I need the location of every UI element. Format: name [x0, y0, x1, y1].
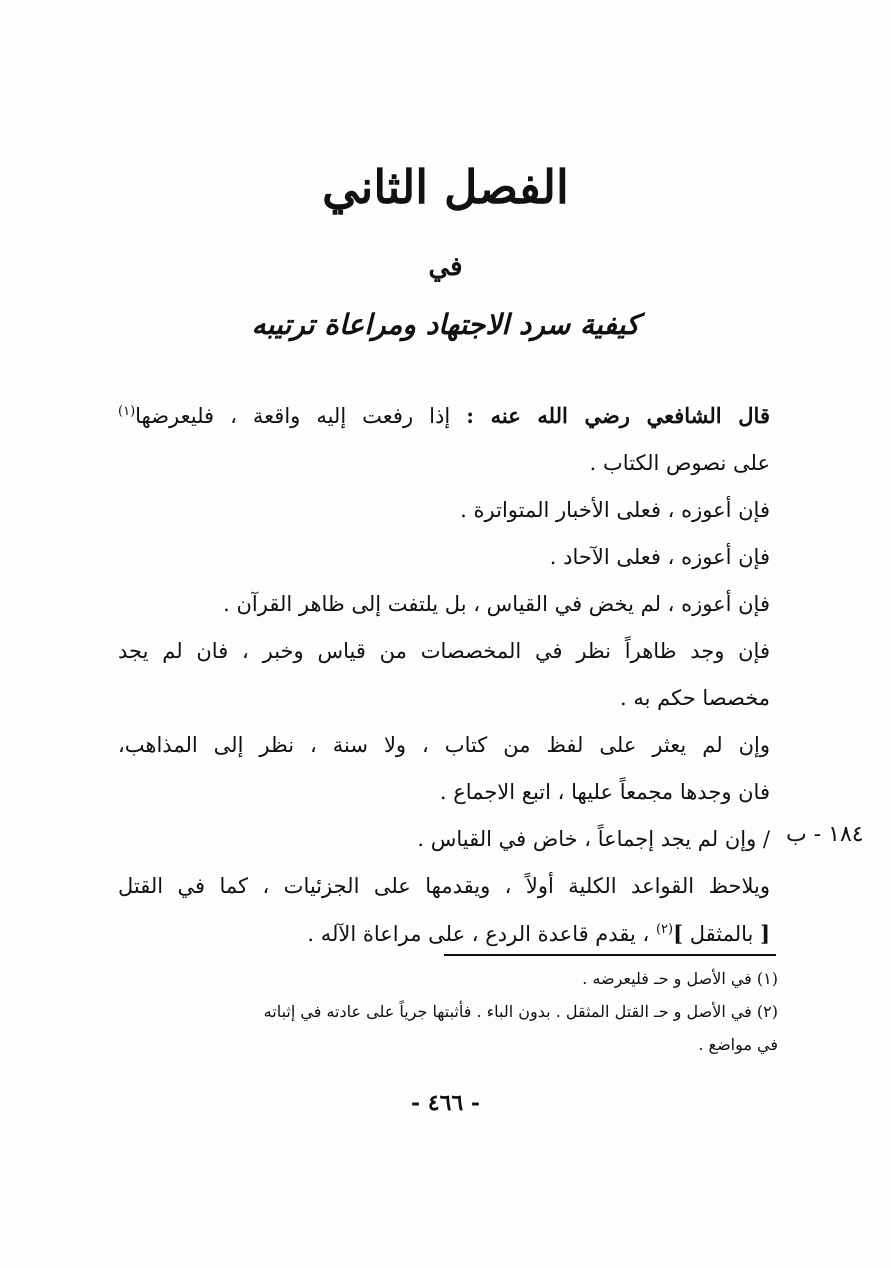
main-text — [118, 392, 770, 958]
paragraph-1-rest: إذا رفعت إليه واقعة ، فليعرضها — [135, 404, 451, 428]
bracket-open: [ — [760, 921, 770, 946]
paragraph-1-line-2: على نصوص الكتاب . — [589, 451, 770, 475]
paragraph-1-bold: قال الشافعي رضي الله عنه : — [466, 403, 770, 428]
paragraph-8-line-1: ويلاحظ القواعد الكلية أولاً ، ويقدمها على الجزئيات ، كما في القتل — [118, 874, 770, 898]
paragraph-1-line-1 — [118, 392, 770, 440]
paragraph-3: فإن أعوزه ، فعلى الآحاد . — [549, 545, 770, 569]
paragraph-6-line-1: وإن لم يعثر على لفظ من كتاب ، ولا سنة ، نظر إلى المذاهب، — [118, 733, 770, 757]
footnote-2-line-1: (٢) في الأصل و حـ القتل المثقل . بدون الباء . فأثبتها جرياً على عادته في إثباته — [263, 1002, 778, 1021]
footnotes — [118, 962, 778, 1061]
paragraph-2: فإن أعوزه ، فعلى الأخبار المتواترة . — [460, 498, 770, 522]
bracket-close: ] — [673, 921, 684, 946]
bracketed-word: بالمثقل — [689, 922, 754, 946]
footnote-1: (١) في الأصل و حـ فليعرضه . — [582, 969, 778, 988]
footnote-ref-1: (١) — [118, 404, 136, 419]
paragraph-5-line-1: فإن وجد ظاهراً نظر في المخصصات من قياس وخبر ، فان لم يجد — [118, 639, 770, 663]
chapter-preposition: في — [428, 252, 463, 282]
footnote-separator — [444, 954, 776, 956]
paragraph-4: فإن أعوزه ، لم يخض في القياس ، بل يلتفت إلى ظاهر القرآن . — [223, 592, 770, 616]
margin-folio-note: ١٨٤ - ب — [786, 822, 864, 847]
chapter-subtitle: كيفية سرد الاجتهاد ومراعاة ترتيبه — [251, 308, 640, 341]
page-number: - ٤٦٦ - — [410, 1090, 481, 1116]
paragraph-8-line-2 — [118, 910, 770, 958]
paragraph-8-line-2-rest: ، يقدم قاعدة الردع ، على مراعاة الآله . — [307, 922, 650, 946]
paragraph-5-line-2: مخصصا حكم به . — [620, 686, 770, 710]
footnote-2-line-2: في مواضع . — [698, 1035, 778, 1054]
paragraph-6-line-2: فان وجدها مجمعاً عليها ، اتبع الاجماع . — [439, 780, 770, 804]
footnote-ref-2: (٢) — [655, 922, 674, 937]
chapter-title: الفصل الثاني — [322, 160, 569, 214]
paragraph-7: / وإن لم يجد إجماعاً ، خاض في القياس . — [417, 827, 770, 851]
